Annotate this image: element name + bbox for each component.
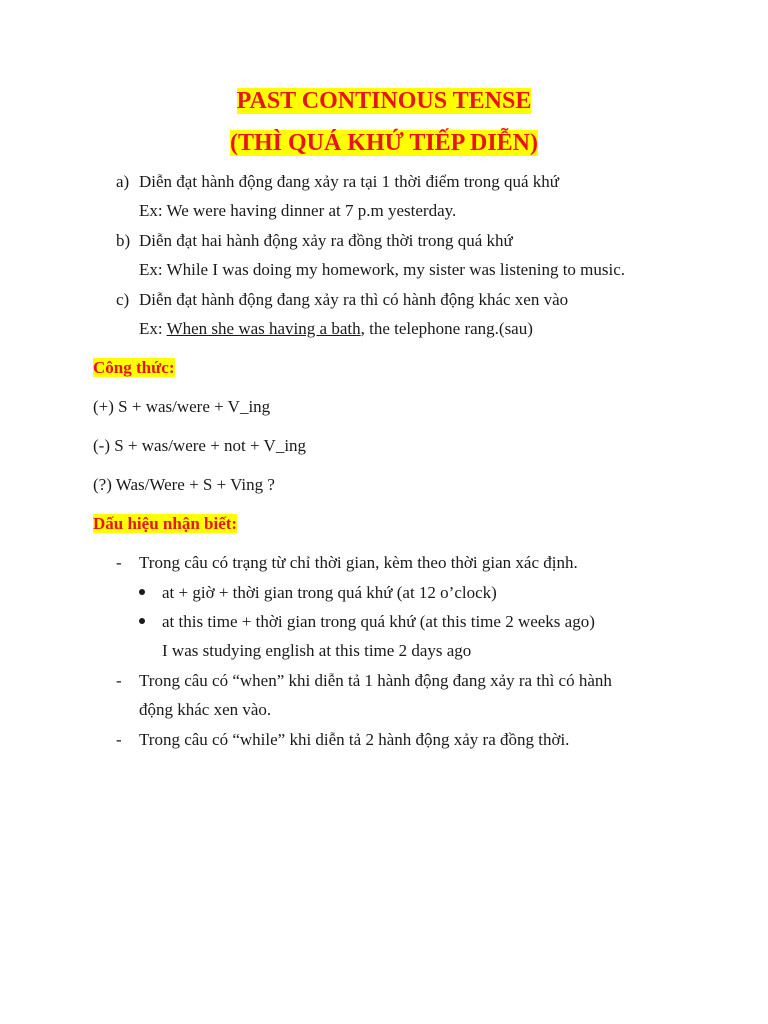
formula-question: (?) Was/Were + S + Ving ?	[93, 475, 275, 494]
document-title	[0, 86, 768, 116]
sign-2-dash: -	[116, 671, 122, 690]
sub-1-bullet	[139, 589, 145, 595]
formula-negative: (-) S + was/were + not + V_ing	[93, 436, 307, 455]
use-c-example-suffix: , the telephone rang.(sau)	[360, 319, 533, 338]
use-c-marker: c)	[116, 290, 130, 309]
use-a-example: Ex: We were having dinner at 7 p.m yesterday.	[139, 201, 457, 220]
formula-heading-text: Công thức:	[93, 358, 175, 377]
use-c-example	[139, 314, 533, 343]
title-line-1: PAST CONTINOUS TENSE	[236, 88, 532, 114]
use-a-marker: a)	[116, 172, 130, 191]
sign-1-text: Trong câu có trạng từ chỉ thời gian, kèm theo thời gian xác định.	[139, 553, 578, 572]
sub-1-text: at + giờ + thời gian trong quá khứ (at 12 o’clock)	[162, 583, 497, 602]
use-a-text: Diễn đạt hành động đang xảy ra tại 1 thời điểm trong quá khứ	[139, 172, 559, 191]
title-line-2: (THÌ QUÁ KHỨ TIẾP DIỄN)	[229, 130, 539, 156]
sub-2-text: at this time + thời gian trong quá khứ (at this time 2 weeks ago)	[162, 612, 595, 631]
sign-3-text: Trong câu có “while” khi diễn tả 2 hành động xảy ra đồng thời.	[139, 730, 570, 749]
use-b-example: Ex: While I was doing my homework, my sister was listening to music.	[139, 260, 626, 279]
document-subtitle	[0, 128, 768, 158]
signs-heading	[93, 509, 237, 538]
signs-heading-text: Dấu hiệu nhận biết:	[93, 514, 238, 533]
sign-2-text-line-1: Trong câu có “when” khi diễn tả 1 hành động đang xảy ra thì có hành	[139, 671, 612, 690]
use-b-text: Diễn đạt hai hành động xảy ra đồng thời trong quá khứ	[139, 231, 513, 250]
sign-3-dash: -	[116, 730, 122, 749]
sub-2-example: I was studying english at this time 2 days ago	[162, 641, 472, 660]
use-b-marker: b)	[116, 231, 131, 250]
use-c-example-prefix: Ex:	[139, 319, 167, 338]
use-c-text: Diễn đạt hành động đang xảy ra thì có hành động khác xen vào	[139, 290, 569, 309]
sign-2-text-line-2: động khác xen vào.	[139, 700, 272, 719]
sign-1-dash: -	[116, 553, 122, 572]
formula-positive: (+) S + was/were + V_ing	[93, 397, 271, 416]
formula-heading	[93, 353, 175, 382]
sub-2-bullet	[139, 618, 145, 624]
use-c-example-underlined: When she was having a bath	[166, 319, 361, 338]
